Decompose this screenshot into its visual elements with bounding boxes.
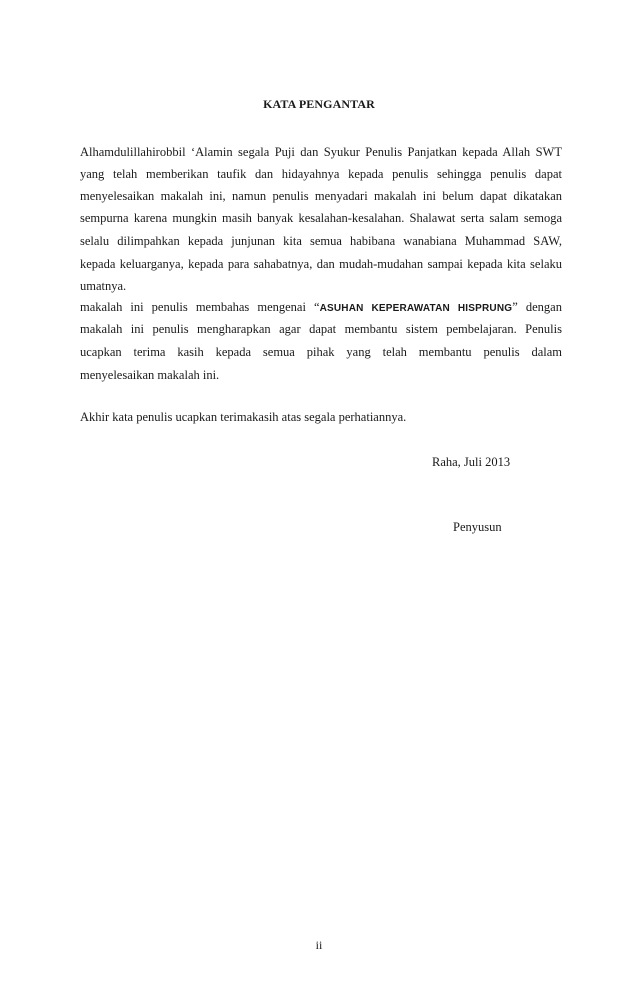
paragraph-line: yang telah memberikan taufik dan hidayahnya kepada penulis sehingga penulis dapat — [80, 167, 562, 181]
page-title: KATA PENGANTAR — [263, 97, 375, 111]
paragraph-line: kepada keluarganya, kepada para sahabatnya, dan mudah-mudahan sampai kepada kita selaku — [80, 257, 562, 271]
paragraph-line: makalah ini penulis mengharapkan agar dapat membantu sistem pembelajaran. Penulis — [80, 322, 562, 336]
place-date: Raha, Juli 2013 — [432, 455, 511, 469]
paragraph-line: menyelesaikan makalah ini, namun penulis menyadari makalah ini belum dapat dikatakan — [80, 189, 562, 203]
closing-sentence: Akhir kata penulis ucapkan terimakasih atas segala perhatiannya. — [80, 410, 407, 424]
paragraph-text: makalah ini penulis membahas mengenai “ — [80, 300, 320, 314]
paragraph-line: sempurna karena mungkin masih banyak kesalahan-kesalahan. Shalawat serta salam semoga — [80, 211, 562, 225]
paragraph-line: umatnya. — [80, 279, 127, 293]
paragraph-line: Alhamdulillahirobbil ‘Alamin segala Puji dan Syukur Penulis Panjatkan kepada Allah SWT — [80, 145, 562, 159]
page-number: ii — [315, 938, 323, 952]
paragraph-line: selalu dilimpahkan kepada junjunan kita semua habibana wanabiana Muhammad SAW, — [80, 234, 562, 248]
paragraph-line-with-heading — [80, 299, 562, 317]
paragraph-line: ucapkan terima kasih kepada semua pihak yang telah membantu penulis dalam — [80, 345, 562, 359]
author-signature: Penyusun — [453, 520, 502, 534]
paragraph-text: ” dengan — [512, 300, 562, 314]
paragraph-line: menyelesaikan makalah ini. — [80, 368, 220, 382]
makalah-topic-heading: ASUHAN KEPERAWATAN HISPRUNG — [319, 303, 513, 314]
